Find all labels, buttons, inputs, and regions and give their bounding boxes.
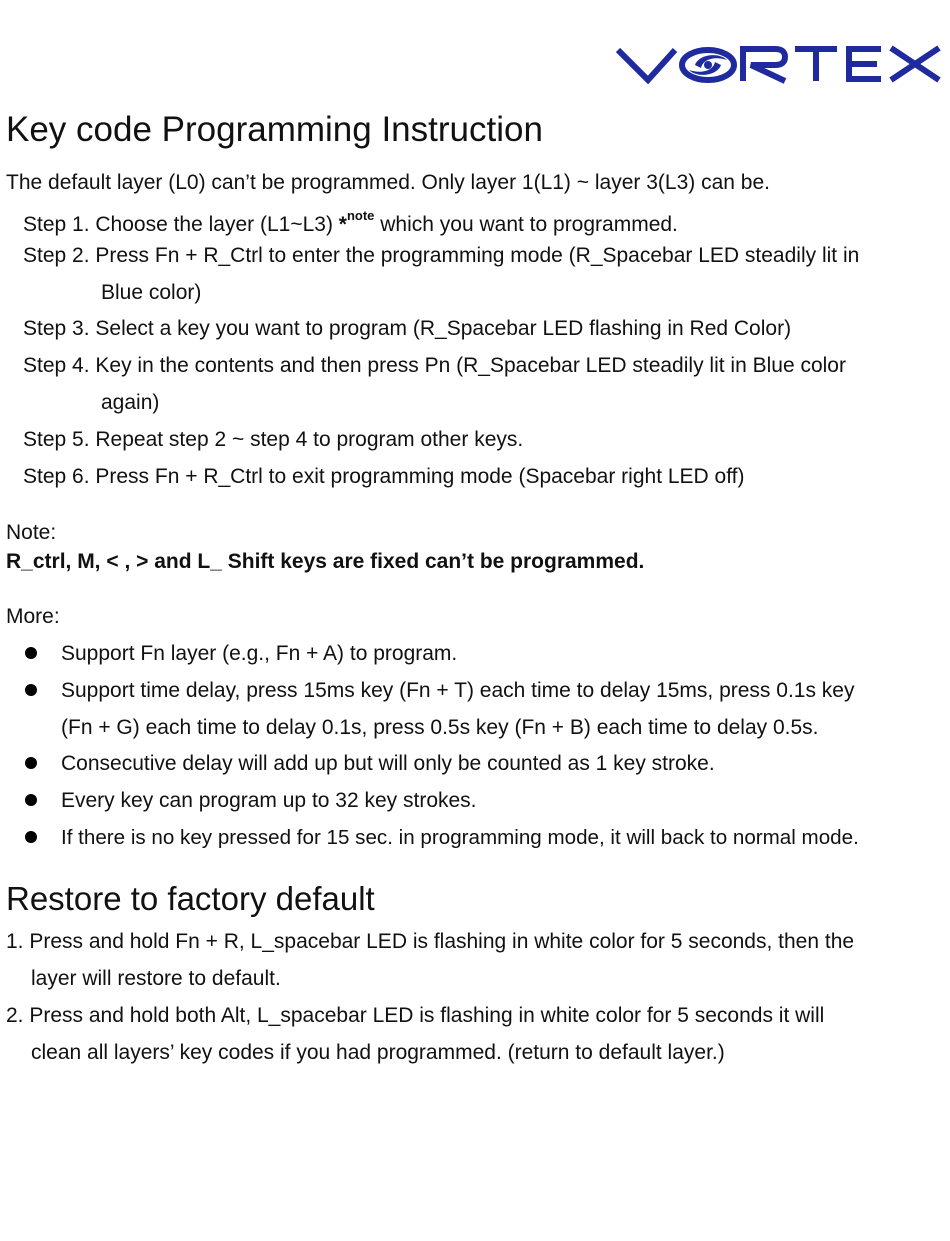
restore-title: Restore to factory default [6, 880, 375, 917]
intro-text: The default layer (L0) can’t be programmed. Only layer 1(L1) ~ layer 3(L3) can be. [6, 171, 770, 194]
step-1-pre: Step 1. Choose the layer (L1~L3) [23, 213, 339, 236]
restore-item-2-line-1: 2. Press and hold both Alt, L_spacebar LED is flashing in white color for 5 seconds it will [6, 1004, 825, 1027]
step-2-line-1: Step 2. Press Fn + R_Ctrl to enter the programming mode (R_Spacebar LED steadily lit in [23, 244, 860, 267]
step-4-line-1: Step 4. Key in the contents and then press Pn (R_Spacebar LED steadily lit in Blue color [23, 354, 846, 377]
more-label: More: [6, 605, 60, 628]
vortex-logo [615, 44, 945, 84]
restore-item-1-line-2: layer will restore to default. [31, 967, 281, 990]
bullet-item-2-line-1: Support time delay, press 15ms key (Fn + T) each time to delay 15ms, press 0.1s key [61, 679, 855, 702]
restore-item-2-line-2: clean all layers’ key codes if you had programmed. (return to default layer.) [31, 1041, 725, 1064]
bullet-icon [25, 647, 37, 659]
bullet-item-4: Every key can program up to 32 key strokes. [61, 789, 477, 812]
step-5: Step 5. Repeat step 2 ~ step 4 to program other keys. [23, 428, 524, 451]
step-2-line-2: Blue color) [101, 281, 202, 304]
bullet-item-5: If there is no key pressed for 15 sec. in programming mode, it will back to normal mode. [61, 826, 859, 849]
bullet-item-2-line-2: (Fn + G) each time to delay 0.1s, press 0.5s key (Fn + B) each time to delay 0.5s. [61, 716, 819, 739]
bullet-icon [25, 684, 37, 696]
note-label: Note: [6, 521, 57, 544]
step-1 [23, 206, 678, 238]
step-1-post: which you want to programmed. [374, 213, 678, 236]
note-superscript: note [346, 208, 375, 223]
page-title: Key code Programming Instruction [6, 110, 543, 149]
bullet-item-1: Support Fn layer (e.g., Fn + A) to program. [61, 642, 458, 665]
step-3: Step 3. Select a key you want to program (R_Spacebar LED flashing in Red Color) [23, 317, 792, 340]
step-6: Step 6. Press Fn + R_Ctrl to exit programming mode (Spacebar right LED off) [23, 465, 745, 488]
restore-item-1-line-1: 1. Press and hold Fn + R, L_spacebar LED is flashing in white color for 5 seconds, then the [6, 930, 855, 953]
bullet-icon [25, 757, 37, 769]
note-text: R_ctrl, M, < , > and L_ Shift keys are fixed can’t be programmed. [6, 550, 645, 573]
note-asterisk: * [338, 213, 347, 236]
bullet-icon [25, 794, 37, 806]
bullet-icon [25, 831, 37, 843]
step-4-line-2: again) [101, 391, 160, 414]
bullet-item-3: Consecutive delay will add up but will only be counted as 1 key stroke. [61, 752, 715, 775]
